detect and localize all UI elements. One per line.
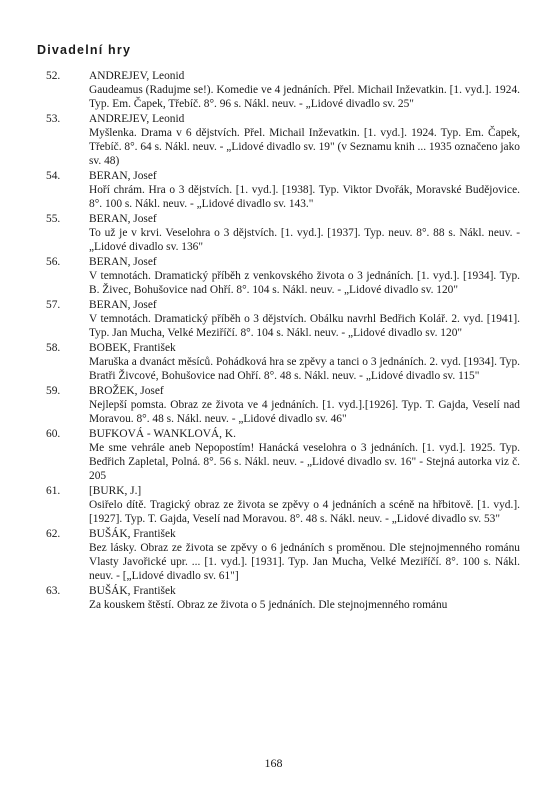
bibliography-entry [46, 298, 520, 340]
entry-author: BERAN, Josef [89, 299, 157, 311]
entry-text: Maruška a dvanáct měsíců. Pohádková hra se zpěvy a tanci o 3 jednáních. 2. vyd. [1934]. Typ. Bratři Živcové, Bohušovice nad Ohří. 8°. 48 s. Nákl. neuv. - „Lidové divadlo sv. 115" [89, 356, 520, 382]
bibliography-entry [46, 341, 520, 383]
entry-text: To už je v krvi. Veselohra o 3 dějstvích. [1. vyd.]. [1937]. Typ. neuv. 8°. 88 s. Nákl. neuv. - „Lidové divadlo sv. 136" [89, 227, 520, 253]
bibliography-entry [46, 584, 520, 612]
entry-text: Hoří chrám. Hra o 3 dějstvích. [1. vyd.]. [1938]. Typ. Viktor Dvořák, Moravské Budějovice. 8°. 100 s. Nákl. neuv. - „Lidové divadlo sv. 143." [89, 184, 520, 210]
entry-number: 56. [46, 256, 61, 268]
bibliography-entry [46, 384, 520, 426]
entry-text: Osiřelo dítě. Tragický obraz ze života se zpěvy o 4 jednáních a scéně na hřbitově. [1. vyd.]. [1927]. Typ. T. Gajda, Veselí nad Moravou. 8°. 48 s. Nákl. neuv. - „Lidové divadlo sv. 53" [89, 499, 520, 525]
entry-author: BUŠÁK, František [89, 528, 176, 540]
entry-number: 61. [46, 485, 61, 497]
entry-number: 54. [46, 170, 61, 182]
section-title: Divadelní hry [37, 43, 132, 57]
entry-number: 63. [46, 585, 61, 597]
bibliography-list [46, 69, 520, 613]
page-number: 168 [264, 756, 283, 770]
entry-number: 53. [46, 113, 61, 125]
entry-author: BERAN, Josef [89, 170, 157, 182]
entry-author: [BURK, J.] [89, 485, 142, 497]
entry-author: BUŠÁK, František [89, 585, 176, 597]
bibliography-entry [46, 212, 520, 254]
entry-author: BROŽEK, Josef [89, 385, 164, 397]
entry-author: ANDREJEV, Leonid [89, 113, 185, 125]
entry-text: Me sme vehrále aneb Nepopostím! Hanácká veselohra o 3 jednáních. [1. vyd.]. 1925. Typ. Bedřich Zapletal, Polná. 8°. 56 s. Nákl. neuv. - „Lidové divadlo sv. 16" - Stejná autorka viz č. 205 [89, 442, 520, 482]
entry-text: Za kouskem štěstí. Obraz ze života o 5 jednáních. Dle stejnojmenného románu [89, 599, 448, 611]
entry-text: Nejlepší pomsta. Obraz ze života ve 4 jednáních. [1. vyd.].[1926]. Typ. T. Gajda, Veselí nad Moravou. 8°. 48 s. Nákl. neuv. - „Lidové divadlo sv. 46" [89, 399, 520, 425]
entry-author: BERAN, Josef [89, 256, 157, 268]
bibliography-entry [46, 112, 520, 168]
entry-text: V temnotách. Dramatický příběh z venkovského života o 3 jednáních. [1. vyd.]. [1934]. Typ. B. Živec, Bohušovice nad Ohří. 8°. 104 s. Nákl. neuv. - „Lidové divadlo sv. 120" [89, 270, 520, 296]
entry-text: Bez lásky. Obraz ze života se zpěvy o 6 jednáních s proměnou. Dle stejnojmenného románu Vlasty Javořické upr. ... [1. vyd.]. [1931]. Typ. Jan Mucha, Velké Meziříčí. 8°. 100 s. Nákl. neuv. - [„Lidové divadlo sv. 61"] [89, 542, 520, 582]
bibliography-entry [46, 255, 520, 297]
entry-number: 57. [46, 299, 61, 311]
entry-author: ANDREJEV, Leonid [89, 70, 185, 82]
entry-number: 52. [46, 70, 61, 82]
entry-author: BOBEK, František [89, 342, 176, 354]
entry-number: 60. [46, 428, 61, 440]
entry-text: Gaudeamus (Radujme se!). Komedie ve 4 jednáních. Přel. Michail Inževatkin. [1. vyd.]. 1924. Typ. Em. Čapek, Třebíč. 8°. 96 s. Nákl. neuv. - „Lidové divadlo sv. 25" [89, 84, 520, 110]
bibliography-entry [46, 484, 520, 526]
bibliography-entry [46, 169, 520, 211]
bibliography-entry [46, 427, 520, 483]
bibliography-entry [46, 527, 520, 583]
entry-text: V temnotách. Dramatický příběh o 3 dějstvích. Obálku navrhl Bedřich Kolář. 2. vyd. [1941]. Typ. Jan Mucha, Velké Meziříčí. 8°. 104 s. Nákl. neuv. - „Lidové divadlo sv. 120" [89, 313, 520, 339]
entry-number: 62. [46, 528, 61, 540]
entry-number: 55. [46, 213, 61, 225]
bibliography-entry [46, 69, 520, 111]
entry-text: Myšlenka. Drama v 6 dějstvích. Přel. Michail Inževatkin. [1. vyd.]. 1924. Typ. Em. Čapek, Třebíč. 8°. 64 s. Nákl. neuv. - „Lidové divadlo sv. 19" (v Seznamu knih ... 1935 označeno jako sv. 48) [89, 127, 520, 167]
entry-number: 58. [46, 342, 61, 354]
entry-author: BUFKOVÁ - WANKLOVÁ, K. [89, 428, 236, 440]
entry-number: 59. [46, 385, 61, 397]
entry-author: BERAN, Josef [89, 213, 157, 225]
